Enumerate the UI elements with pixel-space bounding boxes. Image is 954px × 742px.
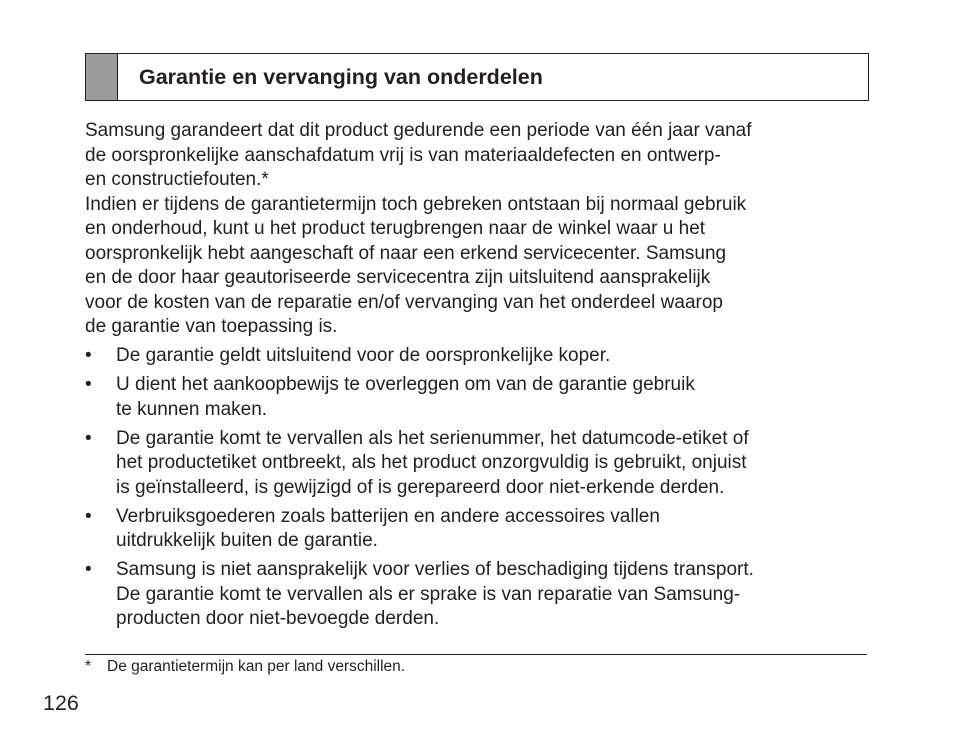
paragraph-line: Samsung garandeert dat dit product gedurende een periode van één jaar vanaf	[85, 120, 752, 141]
footnote-divider	[85, 654, 867, 655]
paragraph-line: voor de kosten van de reparatie en/of vervanging van het onderdeel waarop	[85, 291, 723, 313]
footnote	[85, 658, 405, 676]
paragraph-line: de oorspronkelijke aanschafdatum vrij is van materiaaldefecten en ontwerp-	[85, 144, 721, 166]
list-item-line: is geïnstalleerd, is gewijzigd of is gerepareerd door niet-erkende derden.	[116, 476, 725, 498]
list-item-line: De garantie komt te vervallen als er sprake is van reparatie van Samsung-	[116, 583, 741, 605]
bullet-icon: •	[85, 374, 92, 395]
bullet-icon: •	[85, 559, 92, 580]
paragraph-line: en de door haar geautoriseerde servicecentra zijn uitsluitend aansprakelijk	[85, 267, 711, 288]
page-number: 126	[43, 691, 79, 715]
bullet-icon: •	[85, 345, 92, 366]
section-title: Garantie en vervanging van onderdelen	[139, 65, 543, 89]
warranty-conditions-list	[85, 344, 885, 636]
list-item-line: uitdrukkelijk buiten de garantie.	[116, 530, 378, 551]
paragraph-line: de garantie van toepassing is.	[85, 316, 338, 337]
list-item-line: U dient het aankoopbewijs te overleggen om van de garantie gebruik	[116, 374, 695, 395]
bullet-icon: •	[85, 427, 92, 449]
list-item	[85, 344, 885, 369]
section-header-tab	[86, 54, 118, 100]
paragraph-line: en onderhoud, kunt u het product terugbrengen naar de winkel waar u het	[85, 218, 706, 239]
footnote-marker: *	[85, 658, 92, 675]
footnote-text: De garantietermijn kan per land verschillen.	[107, 658, 406, 675]
intro-text	[85, 119, 885, 340]
list-item	[85, 427, 885, 501]
list-item	[85, 373, 885, 422]
bullet-icon: •	[85, 505, 92, 527]
paragraph-line: en constructiefouten.*	[85, 169, 269, 190]
list-item-line: te kunnen maken.	[116, 398, 268, 420]
list-item-line: De garantie geldt uitsluitend voor de oorspronkelijke koper.	[116, 345, 611, 366]
list-item-line: Verbruiksgoederen zoals batterijen en andere accessoires vallen	[116, 505, 660, 527]
list-item-line: De garantie komt te vervallen als het serienummer, het datumcode-etiket of	[116, 427, 749, 449]
list-item	[85, 558, 885, 632]
paragraph-line: Indien er tijdens de garantietermijn toch gebreken ontstaan bij normaal gebruik	[85, 193, 747, 215]
section-header	[85, 53, 869, 101]
list-item-line: Samsung is niet aansprakelijk voor verlies of beschadiging tijdens transport.	[116, 559, 754, 580]
list-item-line: het productetiket ontbreekt, als het product onzorgvuldig is gebruikt, onjuist	[116, 452, 747, 473]
list-item-line: producten door niet-bevoegde derden.	[116, 608, 440, 629]
list-item	[85, 505, 885, 554]
paragraph-line: oorspronkelijk hebt aangeschaft of naar een erkend servicecenter. Samsung	[85, 242, 727, 264]
